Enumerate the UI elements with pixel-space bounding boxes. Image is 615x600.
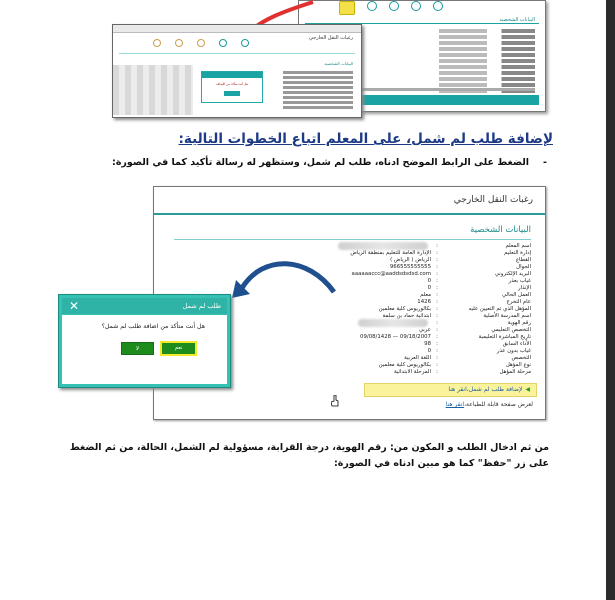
mini-dialog-button — [224, 91, 240, 96]
front-title: رغبات النقل الخارجي — [308, 35, 353, 41]
window-bar — [113, 25, 361, 33]
field-row: غياب بعذر : 0 — [427, 278, 531, 284]
back-section-title: البيانات الشخصية — [499, 17, 535, 23]
mini-dialog-text: هل أنت متأكد من الإضافة — [216, 82, 248, 86]
field-row: التخصص التعليمي : عربي — [418, 327, 531, 333]
dialog-question: هل أنت متأكد من اضافة طلب لم شمل؟ — [101, 323, 205, 330]
yes-button[interactable]: نعم — [160, 341, 197, 356]
circle-icon — [389, 1, 399, 11]
add-request-bar[interactable] — [364, 383, 537, 397]
confirm-dialog — [58, 288, 231, 388]
dialog-title: طلب لم شمل — [182, 302, 221, 310]
dialog-header — [62, 298, 227, 314]
field-row: القطاع : الرياض ( الرياض ) — [390, 257, 531, 263]
divider — [174, 239, 531, 240]
screen-section-title: البيانات الشخصية — [470, 225, 531, 235]
redacted-id — [358, 319, 428, 327]
field-row: الأداء السابق : 98 — [424, 341, 531, 347]
field-row: العمل الحالي : معلم — [420, 292, 531, 298]
step-circles — [153, 39, 249, 47]
step-icon — [241, 39, 249, 47]
field-row: المؤهل الذي تم التعيين عليه : بكالوريوس كلية معلمين — [378, 306, 531, 312]
print-line: لعرض صفحة قابلة للطباعة،انقر هنا — [445, 401, 533, 408]
field-row: البريد الإلكتروني : aaaaaaccc@aaddsdsdsd.com — [351, 271, 531, 277]
back-icon-row — [339, 1, 443, 15]
mini-dialog — [201, 71, 263, 103]
field-row: التخصص : اللغة العربية — [404, 355, 531, 361]
screen-header — [154, 187, 545, 215]
back-field-rows — [415, 29, 535, 95]
redacted-name — [338, 242, 428, 250]
field-row: تاريخ المباشرة التعليمية : 09/18/2007 — 09/08/1428 — [360, 334, 531, 340]
circle-icon — [433, 1, 443, 11]
circle-icon — [367, 1, 377, 11]
step-icon — [197, 39, 205, 47]
blue-arrow-icon — [228, 252, 338, 312]
field-row: مرحلة المؤهل : المرحلة الابتدائية — [394, 369, 531, 375]
field-row: إدارة التعليم : الإدارة العامة للتعليم بمنطقة الرياض — [350, 250, 531, 256]
bullet-dash: - — [543, 157, 547, 168]
step-icon — [219, 39, 227, 47]
divider — [119, 53, 355, 54]
dialog-bg-header: الرياض ( الرياض ) — [185, 288, 226, 294]
hand-cursor-icon — [331, 395, 339, 407]
blurred-content — [113, 65, 193, 115]
arrow-left-icon: ◀ — [525, 386, 530, 393]
no-button[interactable]: لا — [121, 342, 154, 355]
page-heading: لإضافة طلب لم شمل، على المعلم اتباع الخطوات التالية: — [178, 131, 553, 147]
top-screenshot-front — [112, 24, 362, 118]
front-field-rows — [283, 71, 353, 111]
step-icon — [153, 39, 161, 47]
top-screenshot — [108, 0, 546, 118]
field-row: عام التخرج : 1426 — [417, 299, 531, 305]
circle-icon — [411, 1, 421, 11]
field-row: نوع المؤهل : بكالوريوس كلية معلمين — [378, 362, 531, 368]
field-row: الجوال : 966555555555 — [389, 264, 531, 270]
field-row: رقم الهوية : — [436, 320, 531, 326]
screen-title: رغبات النقل الخارجي — [453, 195, 533, 205]
front-section: البيانات الشخصية — [324, 61, 353, 66]
dialog-body — [62, 315, 227, 384]
close-icon[interactable]: ✕ — [68, 299, 80, 313]
field-row: اسم المعلم : — [436, 243, 531, 249]
step-icon — [175, 39, 183, 47]
page-edge — [606, 0, 615, 600]
step-text: الضغط على الرابط الموضح ادناه، طلب لم شمل، وستظهر له رسالة تأكيد كما في الصورة: — [112, 157, 530, 168]
instruction-paragraph: من ثم ادخال الطلب و المكون من: رقم الهوية، درجة القرابة، مسؤولية لم الشمل، الحالة، من ثم الضغط على زر "حفظ" كما هو مبين ادناه في الصورة: — [69, 442, 549, 469]
field-row: الإنذار : 0 — [427, 285, 531, 291]
add-request-link[interactable]: لإضافة طلب لم شمل،انقر هنا — [448, 386, 523, 393]
folder-icon — [339, 1, 355, 15]
step-instruction — [112, 157, 547, 168]
field-row: اسم المدرسة الأصلية : ابتدائية حماد بن سلمة — [382, 313, 531, 319]
field-row: غياب بدون عذر : 0 — [427, 348, 531, 354]
print-link[interactable]: انقر هنا — [445, 401, 465, 408]
